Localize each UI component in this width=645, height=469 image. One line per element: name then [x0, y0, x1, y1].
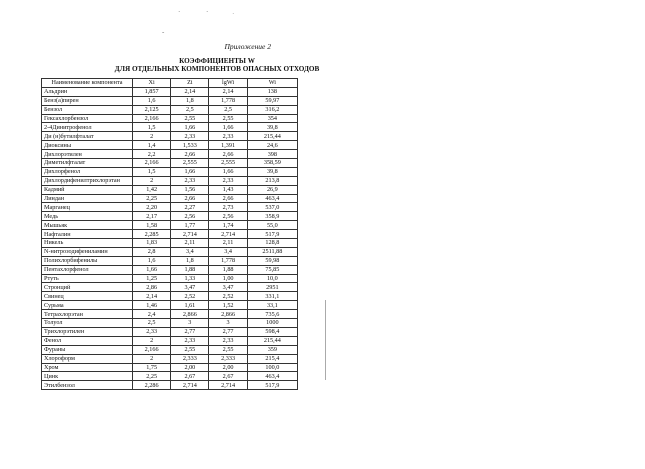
- table-row: [42, 114, 298, 123]
- cell-xi: 1,58: [133, 221, 171, 230]
- cell-wi: 39,8: [247, 167, 297, 176]
- cell-xi: 1,75: [133, 363, 171, 372]
- table-row: [42, 123, 298, 132]
- cell-zi: 3,4: [171, 247, 209, 256]
- cell-component: Ртуть: [42, 274, 133, 283]
- cell-component: Хлороформ: [42, 354, 133, 363]
- cell-lgwi: 1,66: [209, 167, 247, 176]
- cell-wi: 215,44: [247, 132, 297, 141]
- header-component: Наименование компонента: [42, 79, 133, 88]
- cell-component: Ди (н)бутилфталат: [42, 132, 133, 141]
- document-title: [102, 57, 332, 73]
- table-row: [42, 310, 298, 319]
- cell-wi: 463,4: [247, 372, 297, 381]
- cell-lgwi: 3,47: [209, 283, 247, 292]
- cell-component: Медь: [42, 212, 133, 221]
- cell-wi: 39,8: [247, 123, 297, 132]
- cell-lgwi: 2,55: [209, 345, 247, 354]
- cell-component: Толуол: [42, 319, 133, 328]
- cell-lgwi: 2,33: [209, 336, 247, 345]
- cell-component: N-нитрозодифениламин: [42, 247, 133, 256]
- cell-wi: 215,4: [247, 354, 297, 363]
- cell-lgwi: 1,00: [209, 274, 247, 283]
- cell-wi: 2951: [247, 283, 297, 292]
- cell-zi: 2,52: [171, 292, 209, 301]
- cell-component: Нафталин: [42, 230, 133, 239]
- table-row: [42, 230, 298, 239]
- cell-xi: 2,125: [133, 105, 171, 114]
- page-edge-line: [325, 300, 326, 380]
- cell-zi: 1,533: [171, 141, 209, 150]
- cell-component: Полихлорбифенилы: [42, 256, 133, 265]
- cell-lgwi: 2,73: [209, 203, 247, 212]
- cell-xi: 2: [133, 354, 171, 363]
- cell-component: Марганец: [42, 203, 133, 212]
- cell-xi: 1,6: [133, 256, 171, 265]
- cell-zi: 1,8: [171, 256, 209, 265]
- table-row: [42, 132, 298, 141]
- cell-zi: 2,66: [171, 194, 209, 203]
- title-line-1: КОЭФФИЦИЕНТЫ W: [179, 57, 255, 65]
- table-row: [42, 247, 298, 256]
- table-row: [42, 283, 298, 292]
- table-header-row: [42, 79, 298, 88]
- cell-xi: 2,86: [133, 283, 171, 292]
- cell-zi: 1,88: [171, 265, 209, 274]
- cell-wi: 354: [247, 114, 297, 123]
- cell-wi: 138: [247, 87, 297, 96]
- cell-xi: 1,46: [133, 301, 171, 310]
- cell-lgwi: 1,778: [209, 96, 247, 105]
- cell-wi: 537,0: [247, 203, 297, 212]
- cell-xi: 1,25: [133, 274, 171, 283]
- cell-wi: 463,4: [247, 194, 297, 203]
- cell-xi: 1,4: [133, 141, 171, 150]
- cell-zi: 2,33: [171, 176, 209, 185]
- cell-lgwi: 2,11: [209, 239, 247, 248]
- table-row: [42, 372, 298, 381]
- cell-wi: 331,1: [247, 292, 297, 301]
- title-line-2: ДЛЯ ОТДЕЛЬНЫХ КОМПОНЕНТОВ ОПАСНЫХ ОТХОДОВ: [114, 65, 320, 73]
- cell-lgwi: 1,778: [209, 256, 247, 265]
- table-row: [42, 87, 298, 96]
- cell-zi: 1,66: [171, 123, 209, 132]
- appendix-label: Приложение 2: [224, 42, 271, 51]
- table-row: [42, 150, 298, 159]
- cell-zi: 2,714: [171, 230, 209, 239]
- cell-component: Дихлордифенилтрихлорэтан: [42, 176, 133, 185]
- header-wi: Wi: [247, 79, 297, 88]
- table-row: [42, 96, 298, 105]
- table-row: [42, 292, 298, 301]
- cell-xi: 2,25: [133, 372, 171, 381]
- table-row: [42, 345, 298, 354]
- cell-zi: 2,55: [171, 114, 209, 123]
- cell-component: Пентахлорфенол: [42, 265, 133, 274]
- cell-xi: 2,166: [133, 159, 171, 168]
- table-row: [42, 194, 298, 203]
- table-row: [42, 336, 298, 345]
- cell-component: Тетрахлорэтан: [42, 310, 133, 319]
- cell-zi: 2,555: [171, 159, 209, 168]
- cell-xi: 2,5: [133, 319, 171, 328]
- cell-component: Этилбензол: [42, 381, 133, 390]
- cell-lgwi: 2,66: [209, 194, 247, 203]
- cell-xi: 1,83: [133, 239, 171, 248]
- cell-lgwi: 2,52: [209, 292, 247, 301]
- cell-lgwi: 2,866: [209, 310, 247, 319]
- cell-wi: 398: [247, 150, 297, 159]
- cell-zi: 3: [171, 319, 209, 328]
- cell-component: 2-4Динитрофенол: [42, 123, 133, 132]
- cell-zi: 3,47: [171, 283, 209, 292]
- table-row: [42, 185, 298, 194]
- cell-lgwi: 2,714: [209, 230, 247, 239]
- cell-xi: 1,6: [133, 96, 171, 105]
- cell-wi: 24,6: [247, 141, 297, 150]
- cell-lgwi: 2,714: [209, 381, 247, 390]
- cell-component: Свинец: [42, 292, 133, 301]
- cell-zi: 2,33: [171, 336, 209, 345]
- cell-component: Линдан: [42, 194, 133, 203]
- cell-lgwi: 2,66: [209, 150, 247, 159]
- cell-xi: 2,25: [133, 194, 171, 203]
- scan-dot: ·: [206, 8, 209, 16]
- table-row: [42, 203, 298, 212]
- cell-zi: 2,11: [171, 239, 209, 248]
- cell-xi: 2,33: [133, 327, 171, 336]
- scan-dot: ·: [178, 8, 181, 16]
- cell-wi: 517,9: [247, 230, 297, 239]
- cell-wi: 100,0: [247, 363, 297, 372]
- cell-zi: 2,55: [171, 345, 209, 354]
- cell-zi: 1,77: [171, 221, 209, 230]
- cell-component: Фенол: [42, 336, 133, 345]
- cell-lgwi: 1,52: [209, 301, 247, 310]
- table-row: [42, 354, 298, 363]
- cell-xi: 2,285: [133, 230, 171, 239]
- cell-xi: 2,166: [133, 114, 171, 123]
- cell-component: Никель: [42, 239, 133, 248]
- cell-lgwi: 1,391: [209, 141, 247, 150]
- cell-lgwi: 1,74: [209, 221, 247, 230]
- cell-xi: 2,4: [133, 310, 171, 319]
- cell-wi: 55,0: [247, 221, 297, 230]
- cell-zi: 1,61: [171, 301, 209, 310]
- cell-lgwi: 2,14: [209, 87, 247, 96]
- header-xi: Xi: [133, 79, 171, 88]
- cell-lgwi: 2,555: [209, 159, 247, 168]
- cell-component: Дихлорэтилен: [42, 150, 133, 159]
- cell-lgwi: 2,33: [209, 132, 247, 141]
- cell-lgwi: 2,33: [209, 176, 247, 185]
- header-zi: Zi: [171, 79, 209, 88]
- cell-wi: 735,6: [247, 310, 297, 319]
- cell-component: Фураны: [42, 345, 133, 354]
- cell-zi: 2,27: [171, 203, 209, 212]
- cell-component: Стронций: [42, 283, 133, 292]
- cell-wi: 215,44: [247, 336, 297, 345]
- cell-component: Гексахлорбензол: [42, 114, 133, 123]
- cell-component: Цинк: [42, 372, 133, 381]
- cell-wi: 59,98: [247, 256, 297, 265]
- table-body: [42, 87, 298, 389]
- cell-xi: 1,857: [133, 87, 171, 96]
- cell-lgwi: 2,77: [209, 327, 247, 336]
- cell-component: Мышьяк: [42, 221, 133, 230]
- cell-component: Диметилфталат: [42, 159, 133, 168]
- cell-xi: 2,14: [133, 292, 171, 301]
- cell-zi: 2,5: [171, 105, 209, 114]
- table-row: [42, 212, 298, 221]
- cell-lgwi: 1,88: [209, 265, 247, 274]
- cell-xi: 2,8: [133, 247, 171, 256]
- cell-wi: 2511,88: [247, 247, 297, 256]
- cell-wi: 33,1: [247, 301, 297, 310]
- cell-wi: 316,2: [247, 105, 297, 114]
- cell-xi: 2,17: [133, 212, 171, 221]
- cell-wi: 598,4: [247, 327, 297, 336]
- cell-component: Бензол: [42, 105, 133, 114]
- cell-component: Сурьма: [42, 301, 133, 310]
- cell-zi: 1,8: [171, 96, 209, 105]
- cell-xi: 1,5: [133, 167, 171, 176]
- table-row: [42, 167, 298, 176]
- cell-zi: 2,66: [171, 150, 209, 159]
- table-row: [42, 105, 298, 114]
- table-row: [42, 381, 298, 390]
- table-row: [42, 239, 298, 248]
- cell-xi: 1,66: [133, 265, 171, 274]
- cell-zi: 2,33: [171, 132, 209, 141]
- table-row: [42, 176, 298, 185]
- cell-zi: 2,67: [171, 372, 209, 381]
- cell-xi: 2,166: [133, 345, 171, 354]
- table-row: [42, 327, 298, 336]
- cell-component: Дихлорфенол: [42, 167, 133, 176]
- cell-wi: 517,9: [247, 381, 297, 390]
- cell-wi: 1000: [247, 319, 297, 328]
- cell-lgwi: 2,56: [209, 212, 247, 221]
- cell-zi: 2,14: [171, 87, 209, 96]
- header-lgwi: lgWi: [209, 79, 247, 88]
- table-row: [42, 221, 298, 230]
- cell-component: Трихлорэтилен: [42, 327, 133, 336]
- cell-zi: 2,714: [171, 381, 209, 390]
- cell-xi: 1,5: [133, 123, 171, 132]
- cell-lgwi: 1,43: [209, 185, 247, 194]
- cell-wi: 213,8: [247, 176, 297, 185]
- cell-wi: 128,8: [247, 239, 297, 248]
- cell-zi: 1,56: [171, 185, 209, 194]
- cell-component: Хром: [42, 363, 133, 372]
- cell-xi: 2,2: [133, 150, 171, 159]
- cell-wi: 26,9: [247, 185, 297, 194]
- table-row: [42, 274, 298, 283]
- cell-xi: 2,20: [133, 203, 171, 212]
- table-row: [42, 265, 298, 274]
- cell-xi: 2: [133, 336, 171, 345]
- cell-lgwi: 2,00: [209, 363, 247, 372]
- cell-wi: 10,0: [247, 274, 297, 283]
- cell-lgwi: 2,5: [209, 105, 247, 114]
- table-row: [42, 256, 298, 265]
- table-row: [42, 141, 298, 150]
- cell-lgwi: 2,333: [209, 354, 247, 363]
- cell-component: Бенз(а)пирен: [42, 96, 133, 105]
- cell-wi: 358,59: [247, 159, 297, 168]
- cell-wi: 59,97: [247, 96, 297, 105]
- cell-lgwi: 3: [209, 319, 247, 328]
- cell-zi: 1,33: [171, 274, 209, 283]
- cell-lgwi: 2,55: [209, 114, 247, 123]
- cell-zi: 2,77: [171, 327, 209, 336]
- cell-wi: 359: [247, 345, 297, 354]
- cell-component: Альдрин: [42, 87, 133, 96]
- scan-dot: -: [162, 28, 165, 36]
- cell-wi: 358,9: [247, 212, 297, 221]
- cell-xi: 2: [133, 132, 171, 141]
- cell-xi: 1,42: [133, 185, 171, 194]
- cell-zi: 1,66: [171, 167, 209, 176]
- table-row: [42, 319, 298, 328]
- cell-lgwi: 2,67: [209, 372, 247, 381]
- cell-zi: 2,866: [171, 310, 209, 319]
- cell-lgwi: 1,66: [209, 123, 247, 132]
- cell-xi: 2,286: [133, 381, 171, 390]
- table-row: [42, 301, 298, 310]
- table-row: [42, 363, 298, 372]
- cell-wi: 75,85: [247, 265, 297, 274]
- cell-component: Диоксины: [42, 141, 133, 150]
- cell-xi: 2: [133, 176, 171, 185]
- cell-zi: 2,333: [171, 354, 209, 363]
- coefficients-table: [41, 78, 298, 390]
- cell-lgwi: 3,4: [209, 247, 247, 256]
- table-row: [42, 159, 298, 168]
- cell-zi: 2,56: [171, 212, 209, 221]
- cell-component: Кадмий: [42, 185, 133, 194]
- scan-dot: ˙: [232, 12, 235, 20]
- cell-zi: 2,00: [171, 363, 209, 372]
